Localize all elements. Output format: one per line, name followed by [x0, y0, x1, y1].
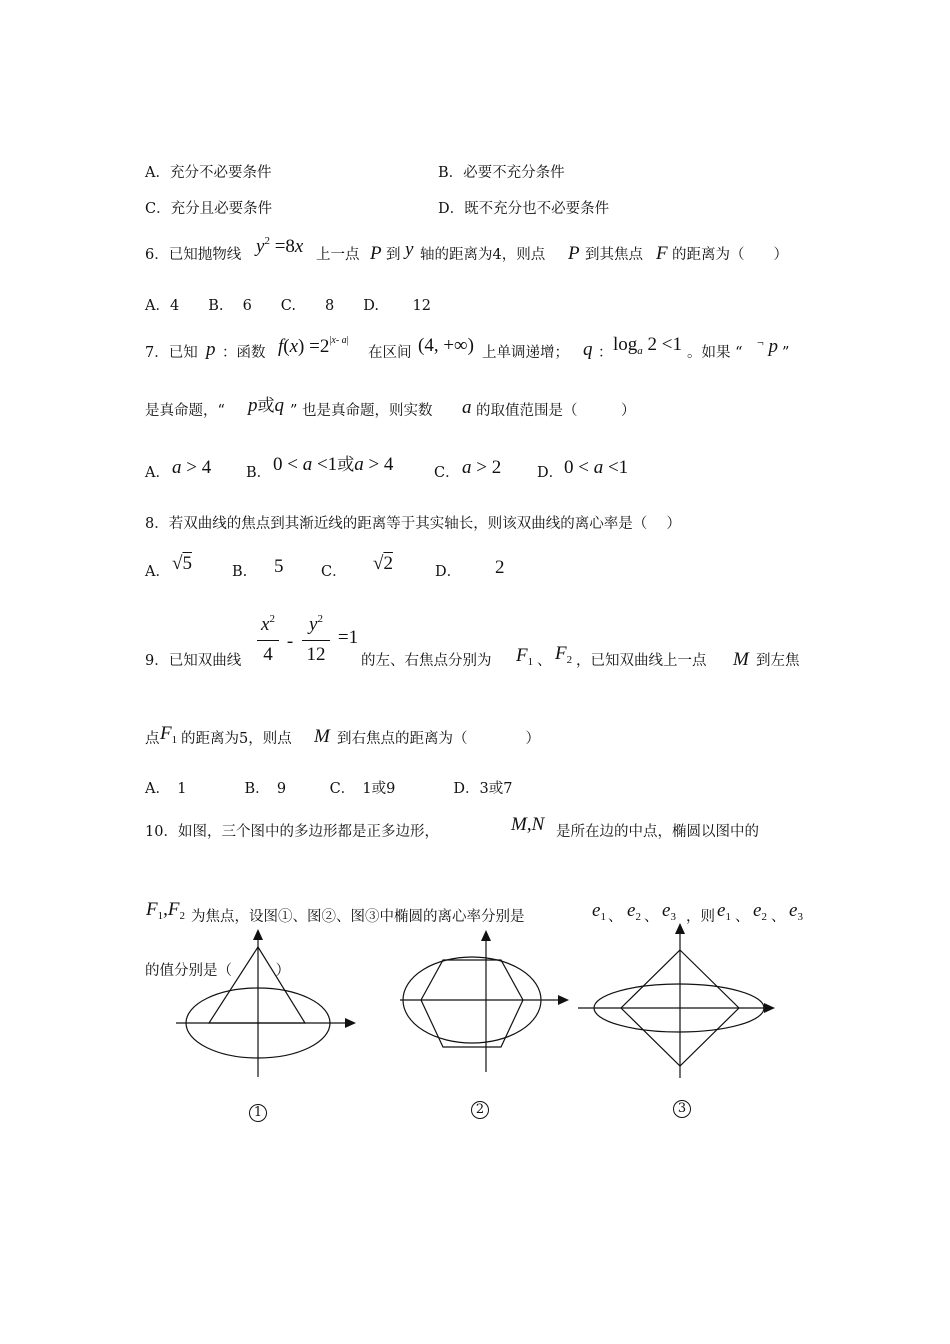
q9-text-2: 的左、右焦点分别为: [361, 653, 492, 669]
q7-p-or-q: p或q: [248, 395, 284, 416]
q7-option-c-value: a > 2: [462, 457, 502, 478]
q6-point-p2: P: [568, 243, 580, 264]
q7-text-3: 在区间: [368, 345, 412, 361]
q8-option-c-value: √2: [373, 553, 393, 574]
q10-e2-second: $e_2$: [753, 900, 767, 923]
q7-text-7: ”: [782, 345, 790, 361]
q9-focus-f1-second: $F_1$: [160, 723, 178, 746]
q10-e1-second: $e_1$: [717, 900, 731, 923]
q9-text-1: 9．已知双曲线: [145, 653, 242, 669]
q10-line2-f: 、: [771, 909, 786, 925]
q9-text-4: ，已知双曲线上一点: [576, 653, 707, 669]
q10-line2-c: 、: [644, 909, 659, 925]
q10-line2-b: 、: [608, 909, 623, 925]
q10-e3: $e_3$: [662, 900, 676, 923]
q7-var-a: a: [462, 397, 472, 418]
q7-line2-c: 的取值范围是（ ）: [476, 403, 636, 419]
q6-text-5: 到其焦点: [585, 247, 643, 263]
q5-option-c: C．充分且必要条件: [145, 201, 273, 217]
q10-text-1: 10．如图，三个图中的多边形都是正多边形，: [145, 824, 439, 840]
q8-option-d-label: D．: [435, 564, 462, 580]
q7-text-1: 7．已知: [145, 345, 198, 361]
q7-interval: (4, +∞): [418, 335, 474, 356]
q9-options: A． 1 B． 9 C． 1或9 D．3或7: [145, 781, 513, 797]
q9-line2-b: 的距离为5，则点: [181, 731, 292, 747]
q6-parabola-formula: $y^2 =8x$: [256, 235, 304, 257]
figure-2-label: 2: [471, 1101, 489, 1119]
q6-text-2: 上一点: [316, 247, 360, 263]
figure-3-label: 3: [673, 1100, 691, 1118]
q9-text-5: 到左焦: [756, 653, 800, 669]
q10-e3-second: $e_3$: [789, 900, 803, 923]
q7-var-q: q: [583, 339, 593, 360]
q7-line2-a: 是真命题，“: [145, 403, 225, 419]
q7-option-a-label: A．: [145, 465, 170, 481]
q7-text-2: ：函数: [222, 345, 266, 361]
q10-line2-d: ，则: [686, 909, 715, 925]
q6-options: A．4 B. 6 C. 8 D. 12: [145, 298, 431, 314]
q10-text-2: 是所在边的中点，椭圆以图中的: [556, 824, 759, 840]
q10-line3: 的值分别是（ ）: [145, 963, 290, 979]
q8-option-d-value: 2: [495, 557, 505, 578]
q7-option-a-value: a > 4: [172, 457, 212, 478]
q10-line2-e: 、: [735, 909, 750, 925]
q8-text: 8．若双曲线的焦点到其渐近线的距离等于其实轴长，则该双曲线的离心率是（ ）: [145, 516, 681, 532]
q5-option-a: A．充分不必要条件: [145, 165, 272, 181]
q9-focus-f2: $F_2$: [555, 643, 573, 666]
figure-1-triangle-ellipse: [170, 925, 360, 1080]
q6-var-y: y: [405, 239, 414, 260]
q8-option-a-label: A．: [145, 564, 170, 580]
q10-e1: $e_1$: [592, 900, 606, 923]
q6-text-3: 到: [386, 247, 401, 263]
q7-text-4: 上单调递增；: [482, 345, 569, 361]
q8-option-c-label: C．: [321, 564, 347, 580]
q10-points-mn: M,N: [511, 814, 545, 835]
q8-option-a-value: √5: [172, 553, 192, 574]
figure-1-label: 1: [249, 1104, 267, 1122]
q7-function-formula: $f(x) =2^{|x- a|}$: [278, 335, 349, 357]
q10-e2: $e_2$: [627, 900, 641, 923]
q7-option-d-value: 0 < a <1: [564, 457, 629, 478]
q9-focus-f1: $F_1$: [516, 645, 534, 668]
figure-2-hexagon-ellipse: [398, 925, 578, 1075]
q9-line2-a: 点: [145, 731, 160, 747]
q6-text-4: 轴的距离为4，则点: [420, 247, 546, 263]
q7-option-b-value: 0 < a <1或a > 4: [273, 454, 394, 475]
q6-text-6: 的距离为（ ）: [672, 247, 788, 263]
q7-not-p: ¬ p: [757, 335, 779, 357]
q7-line2-b: ” 也是真命题，则实数: [290, 403, 433, 419]
q9-text-3: 、: [537, 653, 552, 669]
q7-option-b-label: B．: [246, 465, 272, 481]
q7-option-c-label: C．: [434, 465, 460, 481]
q8-option-b-value: 5: [274, 556, 284, 577]
q8-option-b-label: B.: [232, 564, 248, 580]
q10-line2-a: 为焦点，设图①、图②、图③中椭圆的离心率分别是: [191, 909, 525, 925]
q6-point-p: P: [370, 243, 382, 264]
q6-text-1: 6．已知抛物线: [145, 247, 242, 263]
q9-point-m-second: M: [314, 726, 330, 747]
q7-log-formula: $\log_a 2 <1$: [613, 334, 682, 357]
q5-option-b: B．必要不充分条件: [438, 165, 565, 181]
q5-option-d: D．既不充分也不必要条件: [438, 201, 610, 217]
q10-foci: $F_1,F_2$: [146, 899, 185, 922]
q7-var-p: p: [206, 339, 216, 360]
q7-text-6: 。如果 “: [687, 345, 743, 361]
q9-point-m: M: [733, 649, 749, 670]
q9-line2-c: 到右焦点的距离为（ ）: [337, 731, 540, 747]
q6-focus-f: F: [656, 243, 668, 264]
q7-option-d-label: D．: [537, 465, 564, 481]
q7-text-5: ：: [598, 345, 613, 361]
figure-3-square-ellipse: [576, 920, 776, 1080]
